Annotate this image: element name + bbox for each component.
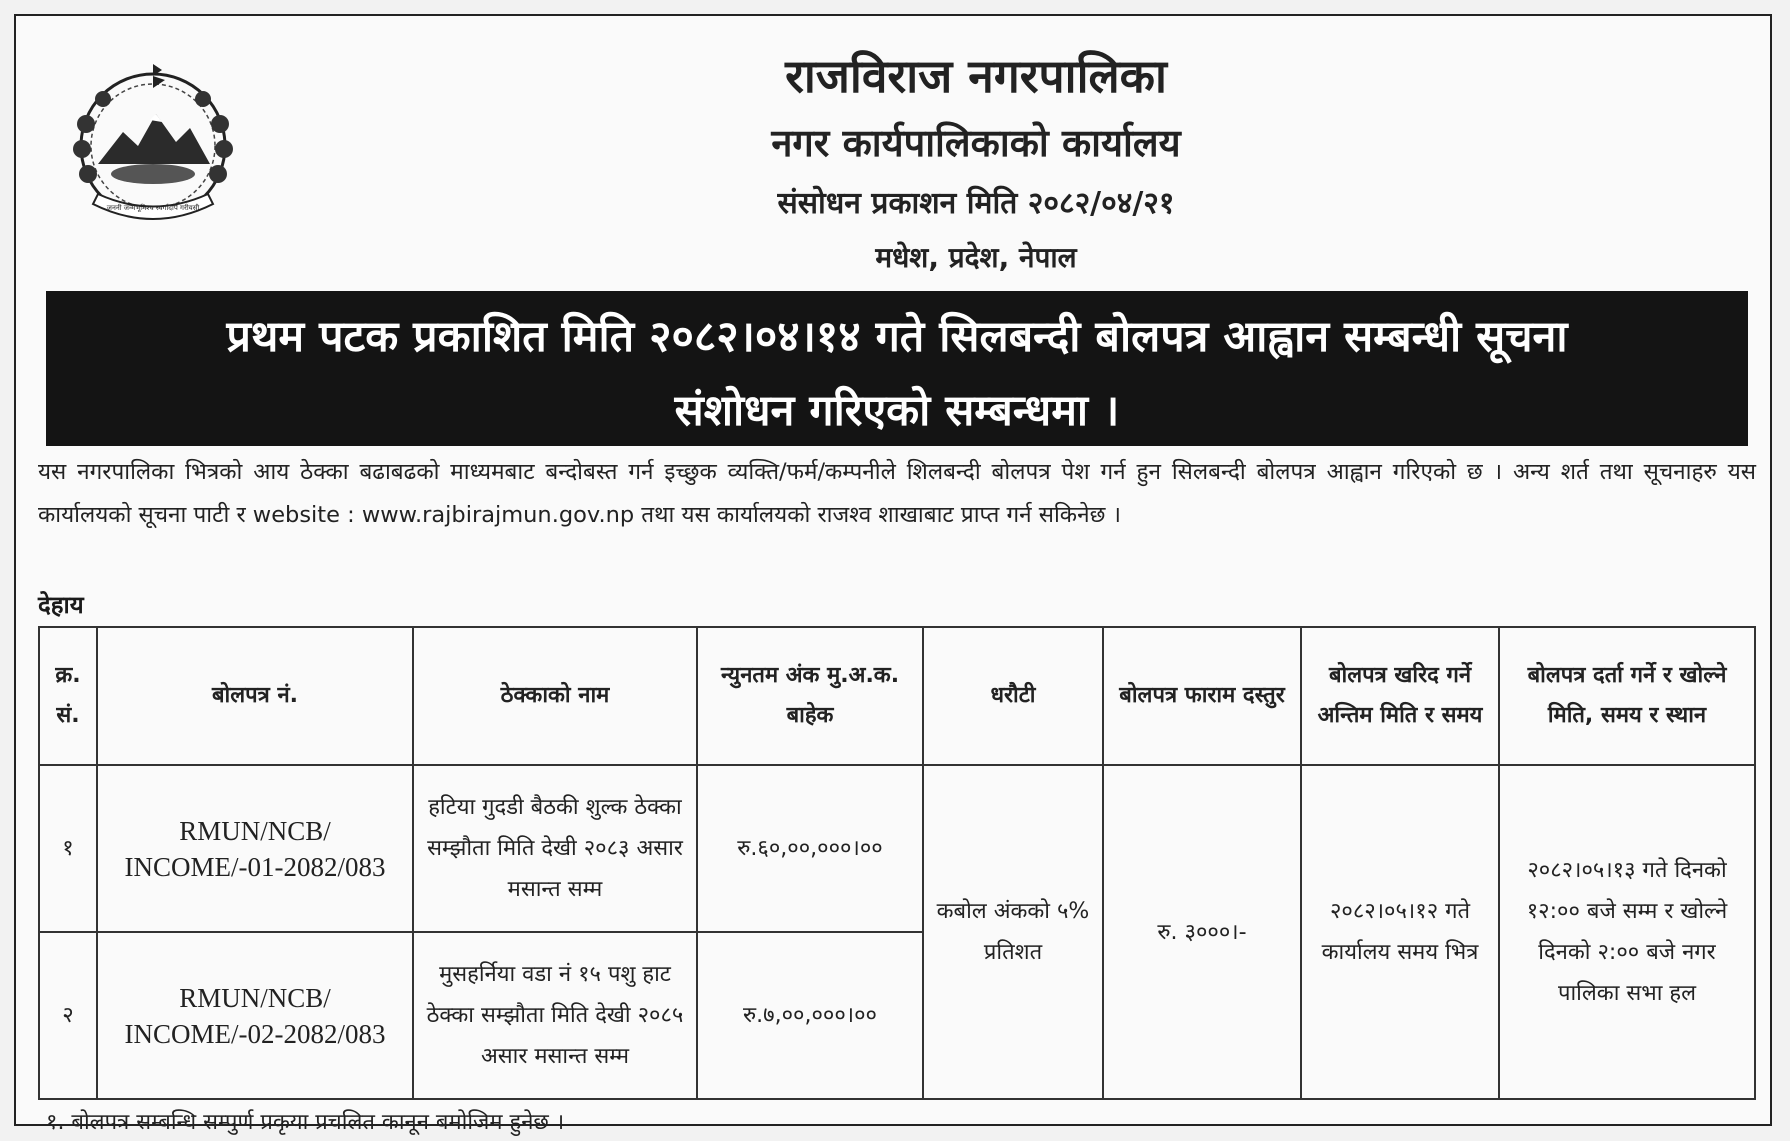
header-min-amount: न्युनतम अंक मु.अ.क. बाहेक xyxy=(697,627,923,765)
purchase-deadline-cell: २०८२।०५।१२ गते कार्यालय समय भित्र xyxy=(1301,765,1499,1099)
header-submission: बोलपत्र दर्ता गर्ने र खोल्ने मिति, समय र स्थान xyxy=(1499,627,1755,765)
submission-cell: २०८२।०५।१३ गते दिनको १२:०० बजे सम्म र खोल्ने दिनको २:०० बजे नगर पालिका सभा हल xyxy=(1499,765,1755,1099)
row-sn: १ xyxy=(39,765,97,932)
form-fee-cell: रु. ३०००।- xyxy=(1103,765,1301,1099)
row-bid-no: RMUN/NCB/ INCOME/-01-2082/083 xyxy=(97,765,413,932)
table-header-row xyxy=(39,627,1755,765)
bid-table xyxy=(38,626,1756,1100)
notice-banner xyxy=(46,291,1748,446)
header-sn: क्र. सं. xyxy=(39,627,97,765)
header-purchase-deadline: बोलपत्र खरिद गर्ने अन्तिम मिति र समय xyxy=(1301,627,1499,765)
row-min-amount: रु.६०,००,०००।०० xyxy=(697,765,923,932)
row-bid-no: RMUN/NCB/ INCOME/-02-2082/083 xyxy=(97,932,413,1099)
section-label: देहाय xyxy=(38,591,84,619)
municipality-title: राजविराज नगरपालिका xyxy=(785,49,1167,103)
office-title: नगर कार्यपालिकाको कार्यालय xyxy=(771,121,1181,165)
revision-date: संसोधन प्रकाशन मिति २०८२/०४/२१ xyxy=(777,186,1175,221)
row-contract: हटिया गुदडी बैठकी शुल्क ठेक्का सम्झौता मिति देखी २०८३ असार मसान्त सम्म xyxy=(413,765,697,932)
header-bid-no: बोलपत्र नं. xyxy=(97,627,413,765)
header-contract: ठेक्काको नाम xyxy=(413,627,697,765)
table-row xyxy=(39,765,1755,932)
banner-line-1: प्रथम पटक प्रकाशित मिति २०८२।०४।१४ गते सिलबन्दी बोलपत्र आह्वान सम्बन्धी सूचना xyxy=(226,312,1568,362)
notice-paragraph: यस नगरपालिका भित्रको आय ठेक्का बढाबढको माध्यमबाट बन्दोबस्त गर्न इच्छुक व्यक्ति/फर्म/कम्पनीले शिलबन्दी बोलपत्र पेश गर्न हुन सिलबन्दी बोलपत्र आह्वान गरिएको छ । अन्य शर्त तथा सूचनाहरु यस कार्यालयको सूचना पाटी र website : www.rajbirajmun.gov.np तथा यस कार्यालयको राजश्व शाखाबाट प्राप्त गर्न सकिनेछ । xyxy=(38,459,1756,528)
banner-line-2: संशोधन गरिएको सम्बन्धमा । xyxy=(674,386,1120,436)
header-deposit: धरौटी xyxy=(923,627,1103,765)
deposit-cell: कबोल अंकको ५% प्रतिशत xyxy=(923,765,1103,1099)
header-form-fee: बोलपत्र फाराम दस्तुर xyxy=(1103,627,1301,765)
row-contract: मुसहर्निया वडा नं १५ पशु हाट ठेक्का सम्झौता मिति देखी २०८५ असार मसान्त सम्म xyxy=(413,932,697,1099)
footer-note: १. बोलपत्र सम्बन्धि सम्पुर्ण प्रकृया प्रचलित कानून बमोजिम हुनेछ । xyxy=(46,1110,565,1135)
row-sn: २ xyxy=(39,932,97,1099)
location: मधेश, प्रदेश, नेपाल xyxy=(875,241,1077,274)
row-min-amount: रु.७,००,०००।०० xyxy=(697,932,923,1099)
emblem-motto: जननी जन्मभूमिश्च स्वर्गादपि गरीयसी xyxy=(106,204,200,212)
notice-page xyxy=(14,14,1772,1135)
nepal-emblem-icon xyxy=(58,54,248,229)
